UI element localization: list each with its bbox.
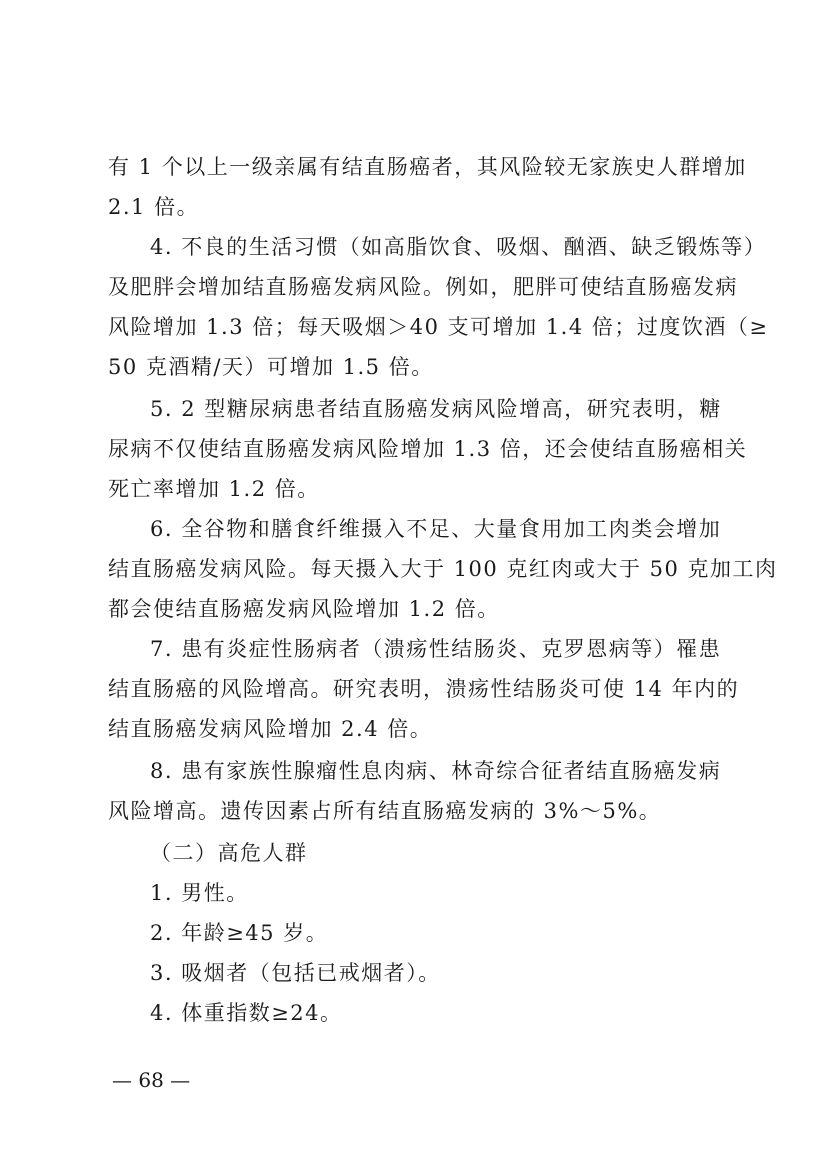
text-line: 死亡率增加 1.2 倍。: [108, 477, 320, 501]
text-line: 风险增加 1.3 倍；每天吸烟＞40 支可增加 1.4 倍；过度饮酒（≥: [108, 315, 769, 339]
text-line: 有 1 个以上一级亲属有结直肠癌者，其风险较无家族史人群增加: [108, 155, 747, 179]
text-line: 2.1 倍。: [108, 195, 200, 219]
paragraph-item-6: 6. 全谷物和膳食纤维摄入不足、大量食用加工肉类会增加: [150, 517, 722, 541]
text-line: 50 克酒精/天）可增加 1.5 倍。: [108, 355, 434, 379]
page-number: — 68 —: [112, 1068, 191, 1092]
text-line: 结直肠癌的风险增高。研究表明，溃疡性结肠炎可使 14 年内的: [108, 677, 740, 701]
text-line: 及肥胖会增加结直肠癌发病风险。例如，肥胖可使结直肠癌发病: [108, 275, 738, 299]
text-line: 结直肠癌发病风险增加 2.4 倍。: [108, 717, 433, 741]
list-item: 2. 年龄≥45 岁。: [150, 921, 329, 945]
paragraph-item-4: 4. 不良的生活习惯（如高脂饮食、吸烟、酗酒、缺乏锻炼等）: [150, 235, 767, 259]
paragraph-item-5: 5. 2 型糖尿病患者结直肠癌发病风险增高，研究表明，糖: [150, 397, 722, 421]
text-line: 尿病不仅使结直肠癌发病风险增加 1.3 倍，还会使结直肠癌相关: [108, 437, 748, 461]
text-line: 都会使结直肠癌发病风险增加 1.2 倍。: [108, 597, 500, 621]
list-item: 4. 体重指数≥24。: [150, 1001, 343, 1025]
list-item: 3. 吸烟者（包括已戒烟者）。: [150, 961, 441, 985]
section-heading: （二）高危人群: [150, 841, 308, 865]
text-line: 结直肠癌发病风险。每天摄入大于 100 克红肉或大于 50 克加工肉: [108, 557, 778, 581]
paragraph-item-8: 8. 患有家族性腺瘤性息肉病、林奇综合征者结直肠癌发病: [150, 759, 722, 783]
text-line: 风险增高。遗传因素占所有结直肠癌发病的 3%～5%。: [108, 799, 662, 823]
paragraph-item-7: 7. 患有炎症性肠病者（溃疡性结肠炎、克罗恩病等）罹患: [150, 637, 722, 661]
list-item: 1. 男性。: [150, 881, 249, 905]
